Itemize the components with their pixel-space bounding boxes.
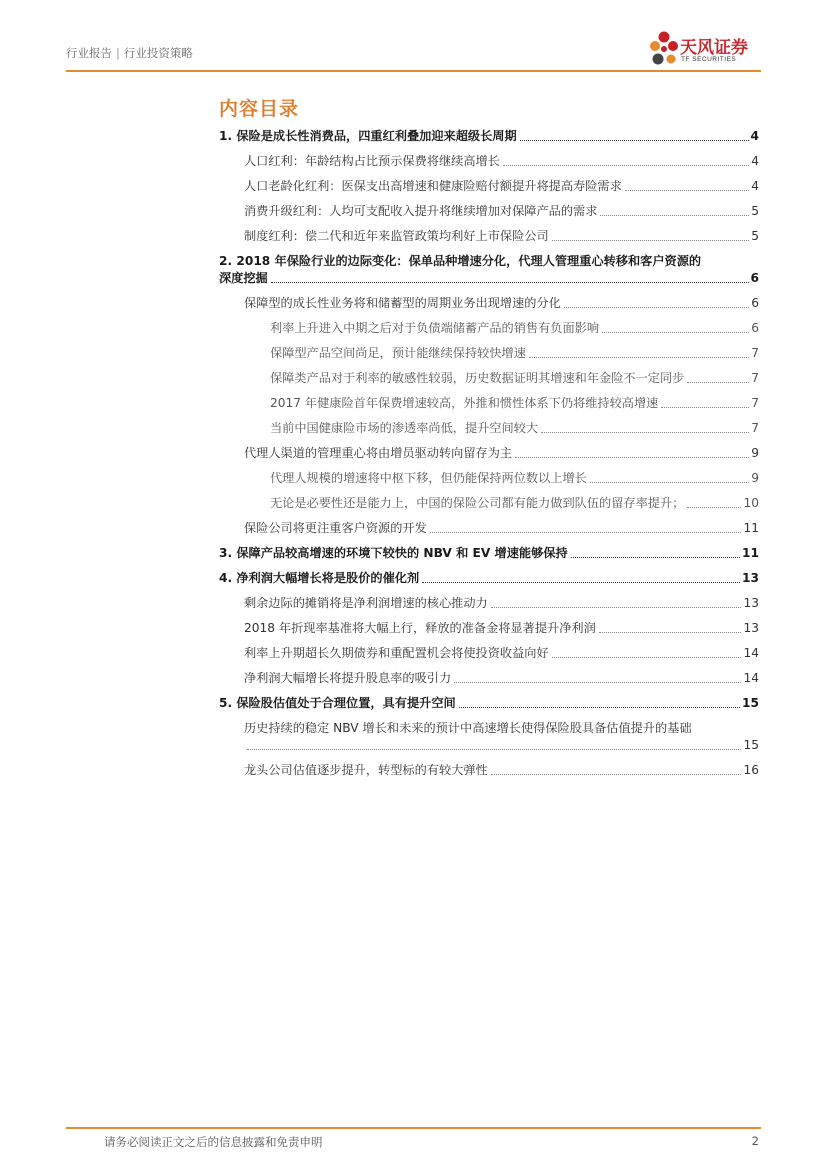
toc-entry-text: 代理人规模的增速将中枢下移，但仍能保持两位数以上增长 — [270, 471, 587, 485]
toc-entry-1-1[interactable] — [244, 153, 759, 170]
toc-page-number: 7 — [751, 396, 759, 410]
toc-entry-4-4[interactable] — [244, 670, 759, 687]
toc-entry-text: 5. 保险股估值处于合理位置，具有提升空间 — [219, 696, 456, 710]
toc-leader — [422, 582, 740, 583]
toc-page-number: 6 — [750, 271, 759, 285]
toc-page-number: 11 — [742, 546, 759, 560]
toc-entry-2-1[interactable] — [244, 295, 759, 312]
toc-entry-5-2[interactable] — [244, 762, 759, 779]
toc-page-number: 9 — [751, 471, 759, 485]
toc-page-number: 13 — [743, 596, 759, 610]
toc-leader — [503, 165, 749, 166]
toc-leader — [571, 557, 740, 558]
toc-entry-text: 代理人渠道的管理重心将由增员驱动转向留存为主 — [244, 446, 513, 460]
toc-leader — [552, 240, 750, 241]
toc-entry-1-2[interactable] — [244, 178, 759, 195]
toc-page-number: 11 — [743, 521, 759, 535]
toc-entry-2-2-1[interactable] — [270, 470, 759, 487]
toc-entry-text: 保障类产品对于利率的敏感性较弱，历史数据证明其增速和年金险不一定同步 — [270, 371, 685, 385]
toc-entry-2-1-5[interactable] — [270, 420, 759, 437]
toc-page-number: 13 — [742, 571, 759, 585]
toc-entry-text: 消费升级红利：人均可支配收入提升将继续增加对保障产品的需求 — [244, 204, 598, 218]
header-rule — [66, 70, 761, 72]
toc-entry-text: 人口老龄化红利：医保支出高增速和健康险赔付额提升将提高寿险需求 — [244, 179, 622, 193]
report-subcategory: 行业投资策略 — [123, 46, 193, 60]
toc-page-number: 7 — [751, 371, 759, 385]
header-separator: | — [116, 46, 120, 60]
toc-leader — [520, 140, 749, 141]
toc-page-number: 5 — [751, 204, 759, 218]
toc-entry-line2 — [244, 737, 759, 754]
toc-leader — [541, 432, 749, 433]
company-logo — [648, 29, 768, 71]
toc-entry-2-2-2[interactable] — [270, 495, 759, 512]
toc-leader — [602, 332, 749, 333]
logo-text-en: TF SECURITIES — [681, 56, 737, 63]
toc-title: 内容目录 — [219, 98, 300, 120]
toc-leader — [590, 482, 749, 483]
toc-page-number: 7 — [751, 421, 759, 435]
toc-entry-2-1-2[interactable] — [270, 345, 759, 362]
toc-entry-text: 龙头公司估值逐步提升，转型标的有较大弹性 — [244, 763, 488, 777]
toc-entry-2[interactable] — [219, 253, 759, 287]
logo-flower-icon — [648, 29, 680, 71]
toc-page-number: 15 — [742, 696, 759, 710]
toc-page-number: 9 — [751, 446, 759, 460]
toc-entry-line2 — [219, 270, 759, 287]
toc-entry-text: 利率上升进入中期之后对于负债端储蓄产品的销售有负面影响 — [270, 321, 600, 335]
toc-entry-text: 2018 年折现率基准将大幅上行，释放的准备金将显著提升净利润 — [244, 621, 596, 635]
toc-entry-text: 1. 保险是成长性消费品，四重红利叠加迎来超级长周期 — [219, 129, 517, 143]
toc-entry-1-3[interactable] — [244, 203, 759, 220]
toc-entry-1[interactable] — [219, 128, 759, 145]
report-category: 行业报告 — [66, 46, 112, 60]
toc-entry-text: 2. 2018 年保险行业的边际变化：保单品种增速分化，代理人管理重心转移和客户资源的 — [219, 254, 702, 268]
toc-entry-text: 无论是必要性还是能力上，中国的保险公司都有能力做到队伍的留存率提升； — [270, 496, 685, 510]
toc-entry-text: 历史持续的稳定 NBV 增长和未来的预计中高速增长使得保险股具备估值提升的基础 — [244, 721, 692, 735]
toc-leader — [625, 190, 749, 191]
toc-leader — [529, 357, 749, 358]
toc-leader — [552, 657, 742, 658]
toc-entry-4-1[interactable] — [244, 595, 759, 612]
toc-entry-5-1[interactable] — [244, 720, 759, 754]
toc-page-number: 4 — [751, 179, 759, 193]
toc-entry-2-1-1[interactable] — [270, 320, 759, 337]
toc-entry-2-2[interactable] — [244, 445, 759, 462]
toc-entry-text: 保障型的成长性业务将和储蓄型的周期业务出现增速的分化 — [244, 296, 561, 310]
toc-page-number: 16 — [743, 763, 759, 777]
toc-leader — [515, 457, 749, 458]
toc-page-number: 6 — [751, 321, 759, 335]
toc-entry-text: 人口红利：年龄结构占比预示保费将继续高增长 — [244, 154, 500, 168]
toc-entry-4-2[interactable] — [244, 620, 759, 637]
toc-leader — [271, 282, 749, 283]
toc-page-number: 6 — [751, 296, 759, 310]
toc-leader — [459, 707, 740, 708]
toc-leader — [564, 307, 749, 308]
toc-page-number: 7 — [751, 346, 759, 360]
toc-leader — [430, 532, 742, 533]
toc-page-number: 13 — [743, 621, 759, 635]
toc-leader — [687, 507, 741, 508]
toc-entry-text-cont: 深度挖掘 — [219, 271, 268, 285]
toc-page-number: 15 — [743, 738, 759, 752]
toc-entry-text: 利率上升期超长久期债券和重配置机会将使投资收益向好 — [244, 646, 549, 660]
toc-entry-2-1-4[interactable] — [270, 395, 759, 412]
toc-entry-4[interactable] — [219, 570, 759, 587]
toc-entry-2-1-3[interactable] — [270, 370, 759, 387]
toc-entry-text: 3. 保障产品较高增速的环境下较快的 NBV 和 EV 增速能够保持 — [219, 546, 568, 560]
logo-text-cn: 天风证券 — [680, 38, 748, 58]
toc-leader — [247, 749, 741, 750]
toc-entry-3[interactable] — [219, 545, 759, 562]
toc-entry-text: 当前中国健康险市场的渗透率尚低，提升空间较大 — [270, 421, 539, 435]
toc-page-number: 5 — [751, 229, 759, 243]
report-header — [66, 45, 193, 61]
footer-rule — [66, 1127, 761, 1129]
toc-entry-4-3[interactable] — [244, 645, 759, 662]
toc-entry-text: 剩余边际的摊销将是净利润增速的核心推动力 — [244, 596, 488, 610]
footer-disclaimer: 请务必阅读正文之后的信息披露和免责申明 — [104, 1135, 323, 1149]
toc-page-number: 4 — [750, 129, 759, 143]
toc-leader — [600, 215, 749, 216]
toc-page-number: 4 — [751, 154, 759, 168]
toc-page-number: 10 — [743, 496, 759, 510]
toc-leader — [454, 682, 741, 683]
toc-page-number: 14 — [743, 671, 759, 685]
toc-leader — [491, 607, 742, 608]
toc-leader — [599, 632, 742, 633]
page-number: 2 — [751, 1134, 759, 1148]
toc-leader — [491, 774, 742, 775]
toc-entry-text: 净利润大幅增长将提升股息率的吸引力 — [244, 671, 452, 685]
toc-entry-text: 保险公司将更注重客户资源的开发 — [244, 521, 427, 535]
toc-entry-2-3[interactable] — [244, 520, 759, 537]
toc-leader — [687, 382, 749, 383]
toc-page-number: 14 — [743, 646, 759, 660]
toc-entry-text: 保障型产品空间尚足，预计能继续保持较快增速 — [270, 346, 526, 360]
toc-entry-5[interactable] — [219, 695, 759, 712]
toc-leader — [661, 407, 749, 408]
toc-entry-text: 2017 年健康险首年保费增速较高，外推和惯性体系下仍将维持较高增速 — [270, 396, 659, 410]
toc-entry-1-4[interactable] — [244, 228, 759, 245]
toc-entry-text: 4. 净利润大幅增长将是股价的催化剂 — [219, 571, 420, 585]
toc-entry-text: 制度红利：偿二代和近年来监管政策均利好上市保险公司 — [244, 229, 549, 243]
